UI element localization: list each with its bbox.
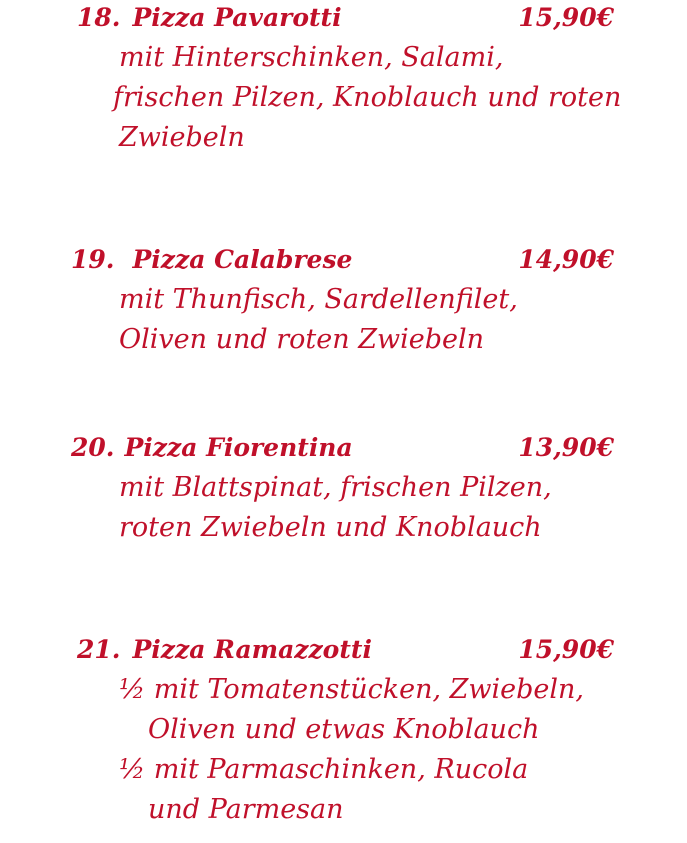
- menu-item-title: [77, 0, 342, 38]
- menu-item-name: Pizza Ramazzotti: [132, 635, 372, 664]
- menu-item-price: 13,90€: [518, 433, 614, 462]
- menu-item-description-line: roten Zwiebeln und Knoblauch: [119, 512, 542, 543]
- menu-item-description-line: frischen Pilzen, Knoblauch und roten: [113, 82, 622, 113]
- menu-item-description-line: mit Thunfisch, Sardellenfilet,: [119, 284, 518, 315]
- menu-item-description-line: und Parmesan: [148, 794, 344, 825]
- menu-item-name: Pizza Pavarotti: [132, 3, 342, 32]
- menu-item-number: 19.: [71, 245, 115, 274]
- menu-item-description-line: mit Hinterschinken, Salami,: [119, 42, 504, 73]
- menu-item-description-line: Oliven und etwas Knoblauch: [148, 714, 540, 745]
- menu-item-price: 14,90€: [518, 245, 614, 274]
- menu-item-description-line: Zwiebeln: [119, 122, 245, 153]
- menu-item-description-line: mit Blattspinat, frischen Pilzen,: [119, 472, 552, 503]
- menu-item-price: 15,90€: [518, 3, 614, 32]
- menu-item-description-line: Oliven und roten Zwiebeln: [119, 324, 484, 355]
- menu-item-description-line: ½ mit Parmaschinken, Rucola: [119, 754, 529, 785]
- menu-item-title: [71, 240, 352, 280]
- menu-item-number: 21.: [77, 635, 121, 664]
- menu-item-title: [71, 428, 353, 468]
- menu-item-description-line: ½ mit Tomatenstücken, Zwiebeln,: [119, 674, 584, 705]
- menu-item-number: 20.: [71, 433, 115, 462]
- menu-item-price: 15,90€: [518, 635, 614, 664]
- menu-item-title: [77, 630, 372, 670]
- menu-item-number: 18.: [77, 3, 121, 32]
- menu-item-name: Pizza Fiorentina: [124, 433, 353, 462]
- menu-item-name: Pizza Calabrese: [132, 245, 353, 274]
